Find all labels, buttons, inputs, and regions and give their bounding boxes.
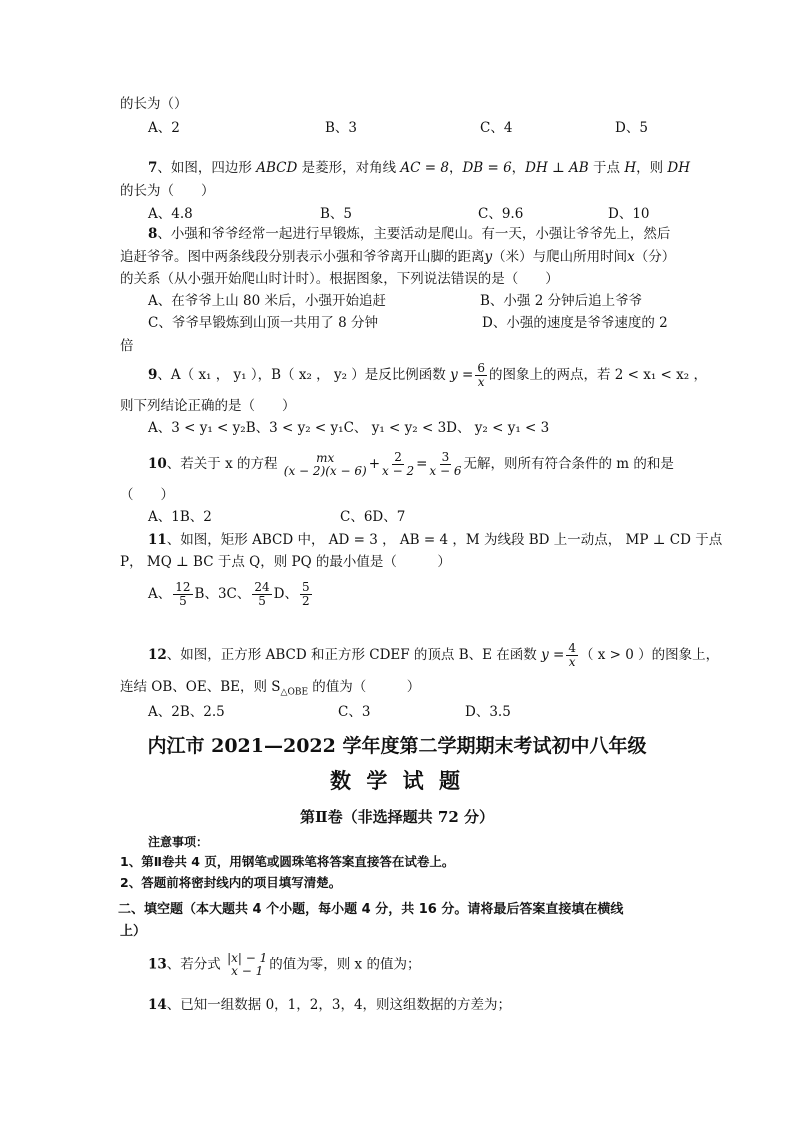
q14-line: 14、已知一组数据 0，1，2，3，4，则这组数据的方差为； [148,997,512,1013]
q10-number: 10 [148,456,167,472]
q14-number: 14 [148,997,167,1013]
q12-line1: 12、如图，正方形 ABCD 和正方形 CDEF 的顶点 B、E 在函数 y = $\frac{4}{x}$ （ x > 0 ）的图象上， [148,641,720,669]
q11-line2: P， MQ ⊥ BC 于点 Q，则 PQ 的最小值是（ ） [120,554,451,570]
q12-line2: 连结 OB、OE、BE，则 $S_{\triangle OBE}$ 的值为（ ） [120,679,421,698]
q12-options-ab: A、2B、2.5 [148,704,225,720]
q9-line1: 9、A（ x₁ ， y₁ ），B（ x₂ ， y₂ ）是反比例函数 y = $\frac{6}{x}$ 的图象上的两点，若 2 < x₁ < x₂ ， [148,361,707,389]
section-two-heading: 二、填空题（本大题共 4 个小题，每小题 4 分，共 16 分。请将最后答案直接填在横线 [118,902,624,917]
q13-line: 13、若分式 |x| − 1 x − 1 的值为零，则 x 的值为； [148,951,421,978]
q8-number: 8 [148,226,158,242]
q9-number: 9 [148,367,158,383]
q8-option-b: B、小强 2 分钟后追上爷爷 [480,293,643,309]
q9-line2: 则下列结论正确的是（ ） [120,398,296,414]
q10-line2: （ ） [120,487,174,503]
q7-option-c: C、9.6 [478,206,524,222]
exam-title: 内江市 2021—2022 学年度第二学期期末考试初中八年级 [147,735,647,757]
q8-line2: 追赶爷爷。图中两条线段分别表示小强和爷爷离开山脚的距离y（米）与爬山所用时间x（分） [120,249,676,265]
q11-number: 11 [148,532,167,548]
q13-fraction: |x| − 1 x − 1 [227,951,268,978]
q6-option-a: A、2 [148,120,180,136]
q10-fraction-2: $\frac{2}{x - 2}$ [382,450,415,478]
q10-fraction-1: mx (x − 2)(x − 6) [283,450,367,478]
q6-continuation: 的长为（） [120,96,188,112]
note-2: 2、答题前将密封线内的项目填写清楚。 [120,875,342,890]
q8-option-a: A、在爷爷上山 80 米后，小强开始追赶 [148,293,387,309]
q11-fraction-c: $\frac{24}{5}$ [254,580,270,608]
q9-fraction: $\frac{6}{x}$ [477,361,485,389]
q10-options-cd: C、6D、7 [340,509,406,525]
q11-options: A、 $\frac{12}{5}$ B、3C、 $\frac{24}{5}$ D、 $\frac{5}{2}$ [148,580,310,608]
q6-option-c: C、4 [480,120,513,136]
q11-fraction-a: $\frac{12}{5}$ [175,580,191,608]
q8-line1: 8、小强和爷爷经常一起进行早锻炼，主要活动是爬山。有一天，小强让爷爷先上，然后 [148,226,671,242]
q6-option-b: B、3 [325,120,358,136]
q12-number: 12 [148,647,167,663]
q11-fraction-d: $\frac{5}{2}$ [301,580,310,608]
q7-option-a: A、4.8 [148,206,193,222]
q8-line3: 的关系（从小强开始爬山时计时）。根据图象，下列说法错误的是（ ） [120,271,559,287]
q7-number: 7 [148,160,158,176]
q8-option-c: C、爷爷早锻炼到山顶一共用了 8 分钟 [148,315,379,331]
q8-option-d-cont: 倍 [120,338,134,354]
q12-fraction: $\frac{4}{x}$ [568,641,576,669]
q7-line1: 7、如图，四边形 ABCD 是菱形，对角线 AC = 8，DB = 6，DH ⊥ AB 于点 H，则 DH [148,160,690,176]
q7-option-d: D、10 [608,206,650,222]
note-1: 1、第Ⅱ卷共 4 页，用钢笔或圆珠笔将答案直接答在试卷上。 [120,854,455,869]
part-two-heading: 第Ⅱ卷（非选择题共 72 分） [300,808,494,826]
section-two-heading-cont: 上） [120,924,147,939]
q9-options: A、3 < y₁ < y₂B、3 < y₂ < y₁C、 y₁ < y₂ < 3D、 y₂ < y₁ < 3 [148,420,550,436]
q13-number: 13 [148,956,167,973]
q8-option-d: D、小强的速度是爷爷速度的 2 [482,315,668,331]
notes-heading: 注意事项： [148,835,209,849]
q7-line2: 的长为（ ） [120,183,215,199]
q6-option-d: D、5 [615,120,648,136]
q12-option-c: C、3 [338,704,371,720]
q12-option-d: D、3.5 [465,704,511,720]
q10-options-ab: A、1B、2 [148,509,212,525]
q11-line1: 11、如图，矩形 ABCD 中， AD = 3 ， AB = 4 ，M 为线段 BD 上一动点， MP ⊥ CD 于点 [148,532,723,548]
q10-fraction-3: $\frac{3}{x - 6}$ [429,450,462,478]
exam-subject: 数 学 试 题 [330,768,464,793]
q7-option-b: B、5 [320,206,353,222]
q10-line1: 10、若关于 x 的方程 mx (x − 2)(x − 6) + $\frac{2}{x - 2}$ = $\frac{3}{x - 6}$ 无解，则所有符合条件的 m 的和是 [148,450,674,478]
